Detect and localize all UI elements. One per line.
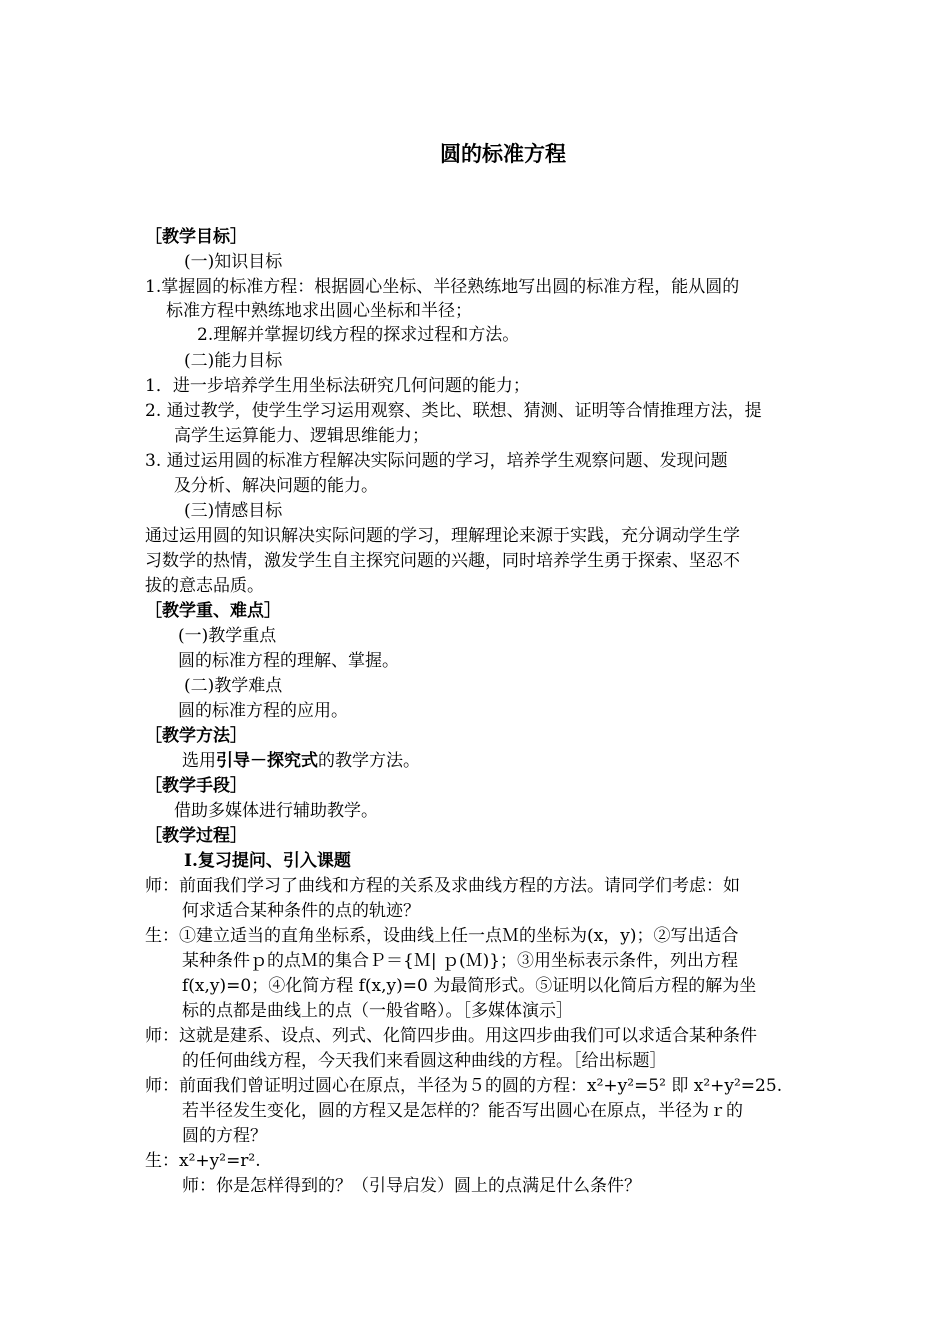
method-heading: ［教学方法］ bbox=[145, 726, 247, 746]
method-bold: 引导－探究式 bbox=[216, 751, 318, 771]
section-1-title: Ⅰ.复习提问、引入课题 bbox=[184, 851, 351, 871]
knowledge-goal-1-line2: 标准方程中熟练地求出圆心坐标和半径； bbox=[166, 301, 472, 321]
ability-goal-label: (二)能力目标 bbox=[184, 351, 283, 371]
dialog-2-line3: f(x,y)=0；④化简方程 f(x,y)=0 为最简形式。⑤证明以化简后方程的解为坐 bbox=[182, 976, 757, 996]
dialog-4-line2: 若半径发生变化，圆的方程又是怎样的？能否写出圆心在原点，半径为ｒ的 bbox=[182, 1101, 743, 1121]
dialog-5: 生：x²+y²=r². bbox=[145, 1151, 261, 1171]
key-point-label: (一)教学重点 bbox=[178, 626, 277, 646]
dialog-2-line1: 生：①建立适当的直角坐标系，设曲线上任一点Ｍ的坐标为(x，y)；②写出适合 bbox=[145, 926, 739, 946]
method-post: 的教学方法。 bbox=[318, 751, 420, 771]
dialog-4-line1: 师：前面我们曾证明过圆心在原点，半径为５的圆的方程：x²+y²=5² 即 x²+y²=25. bbox=[145, 1076, 783, 1096]
page-title: 圆的标准方程 bbox=[440, 141, 566, 166]
process-heading: ［教学过程］ bbox=[145, 826, 247, 846]
keypoints-heading: ［教学重、难点］ bbox=[145, 601, 281, 621]
ability-goal-2-line1: 2. 通过教学，使学生学习运用观察、类比、联想、猜测、证明等合情推理方法，提 bbox=[145, 401, 762, 421]
ability-goal-1: 1．进一步培养学生用坐标法研究几何问题的能力； bbox=[145, 376, 530, 396]
dialog-3-line1: 师：这就是建系、设点、列式、化简四步曲。用这四步曲我们可以求适合某种条件 bbox=[145, 1026, 757, 1046]
difficulty-text: 圆的标准方程的应用。 bbox=[178, 701, 348, 721]
dialog-3-line2: 的任何曲线方程，今天我们来看圆这种曲线的方程。［给出标题］ bbox=[182, 1051, 667, 1071]
dialog-4-line3: 圆的方程？ bbox=[182, 1126, 267, 1146]
ability-goal-3-line1: 3. 通过运用圆的标准方程解决实际问题的学习，培养学生观察问题、发现问题 bbox=[145, 451, 728, 471]
method-text bbox=[182, 750, 420, 772]
dialog-1-line2: 何求适合某种条件的点的轨迹？ bbox=[182, 901, 420, 921]
dialog-2-line2: 某种条件ｐ的点Ｍ的集合Ｐ＝{Ｍ| ｐ(Ｍ)}；③用坐标表示条件，列出方程 bbox=[182, 951, 739, 971]
knowledge-goal-label: (一)知识目标 bbox=[184, 252, 283, 272]
goals-heading: ［教学目标］ bbox=[145, 227, 247, 247]
emotion-goal-label: (三)情感目标 bbox=[184, 501, 283, 521]
dialog-6: 师：你是怎样得到的？（引导启发）圆上的点满足什么条件？ bbox=[182, 1176, 641, 1196]
emotion-goal-line1: 通过运用圆的知识解决实际问题的学习，理解理论来源于实践，充分调动学生学 bbox=[145, 526, 740, 546]
ability-goal-3-line2: 及分析、解决问题的能力。 bbox=[174, 476, 378, 496]
emotion-goal-line3: 拔的意志品质。 bbox=[145, 576, 264, 596]
ability-goal-2-line2: 高学生运算能力、逻辑思维能力； bbox=[174, 426, 429, 446]
knowledge-goal-2: 2.理解并掌握切线方程的探求过程和方法。 bbox=[197, 325, 520, 345]
dialog-1-line1: 师：前面我们学习了曲线和方程的关系及求曲线方程的方法。请同学们考虑：如 bbox=[145, 876, 740, 896]
difficulty-label: (二)教学难点 bbox=[184, 676, 283, 696]
key-point-text: 圆的标准方程的理解、掌握。 bbox=[178, 651, 399, 671]
dialog-2-line4: 标的点都是曲线上的点（一般省略）。［多媒体演示］ bbox=[182, 1001, 573, 1021]
emotion-goal-line2: 习数学的热情，激发学生自主探究问题的兴趣，同时培养学生勇于探索、坚忍不 bbox=[145, 551, 740, 571]
means-text: 借助多媒体进行辅助教学。 bbox=[174, 801, 378, 821]
knowledge-goal-1-line1: 1.掌握圆的标准方程：根据圆心坐标、半径熟练地写出圆的标准方程，能从圆的 bbox=[145, 277, 740, 297]
means-heading: ［教学手段］ bbox=[145, 776, 247, 796]
method-pre: 选用 bbox=[182, 751, 216, 771]
